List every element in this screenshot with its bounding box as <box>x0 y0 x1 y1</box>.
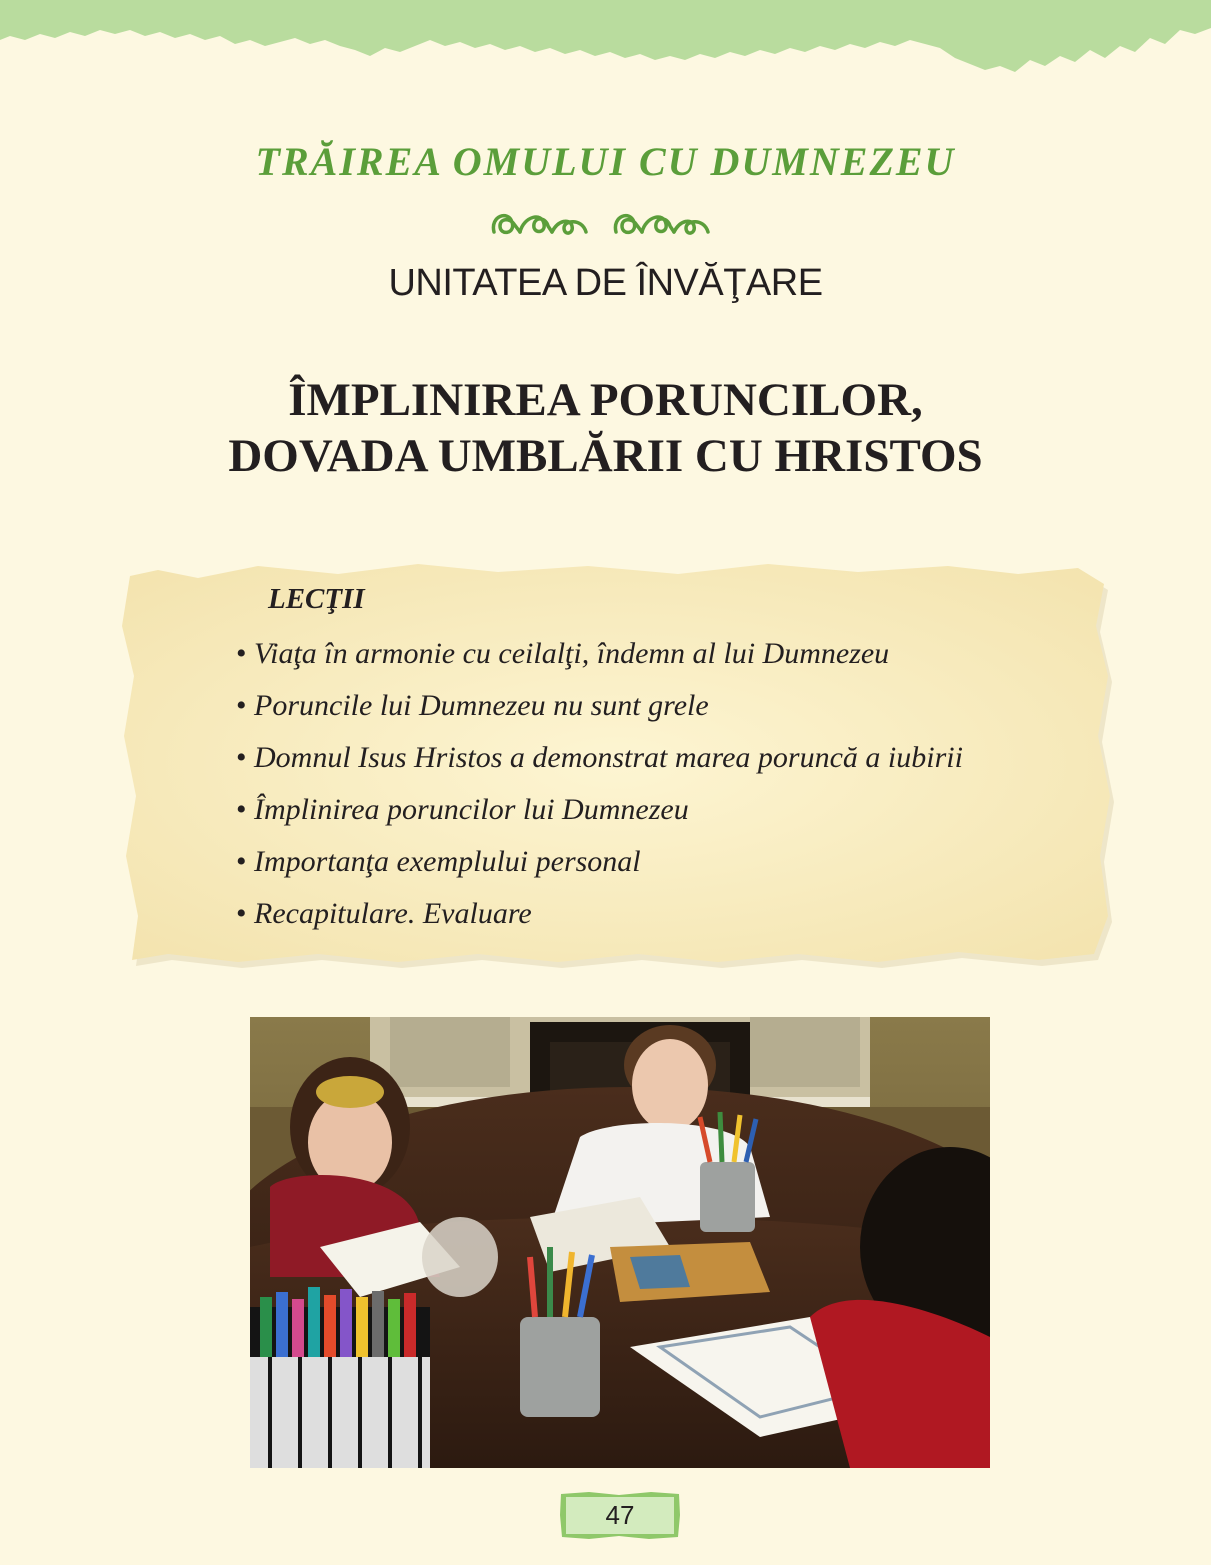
unit-label: UNITATEA DE ÎNVĂŢARE <box>388 262 823 304</box>
unit-title-line: ÎMPLINIREA PORUNCILOR, <box>288 374 923 426</box>
section-title: TRĂIREA OMULUI CU DUMNEZEU <box>255 139 956 184</box>
page-number: 47 <box>605 1500 635 1530</box>
top-decorative-band <box>0 0 1211 80</box>
ornament-swirl-icon <box>486 202 726 242</box>
page-number-box <box>559 1491 681 1540</box>
lesson-item: • Importanţa exemplului personal <box>236 836 963 888</box>
lesson-item: • Împlinirea poruncilor lui Dumnezeu <box>236 784 963 836</box>
children-drawing-photo <box>250 1017 990 1468</box>
lessons-heading: LECŢII <box>268 583 365 615</box>
lesson-item: • Recapitulare. Evaluare <box>236 888 963 940</box>
lesson-item: • Viaţa în armonie cu ceilalţi, îndemn al lui Dumnezeu <box>236 628 963 680</box>
unit-title <box>0 372 1211 484</box>
ornament-divider <box>0 202 1211 252</box>
unit-title-line: DOVADA UMBLĂRII CU HRISTOS <box>228 430 983 482</box>
lesson-item: • Poruncile lui Dumnezeu nu sunt grele <box>236 680 963 732</box>
lessons-list <box>236 628 963 940</box>
lesson-item: • Domnul Isus Hristos a demonstrat marea poruncă a iubirii <box>236 732 963 784</box>
